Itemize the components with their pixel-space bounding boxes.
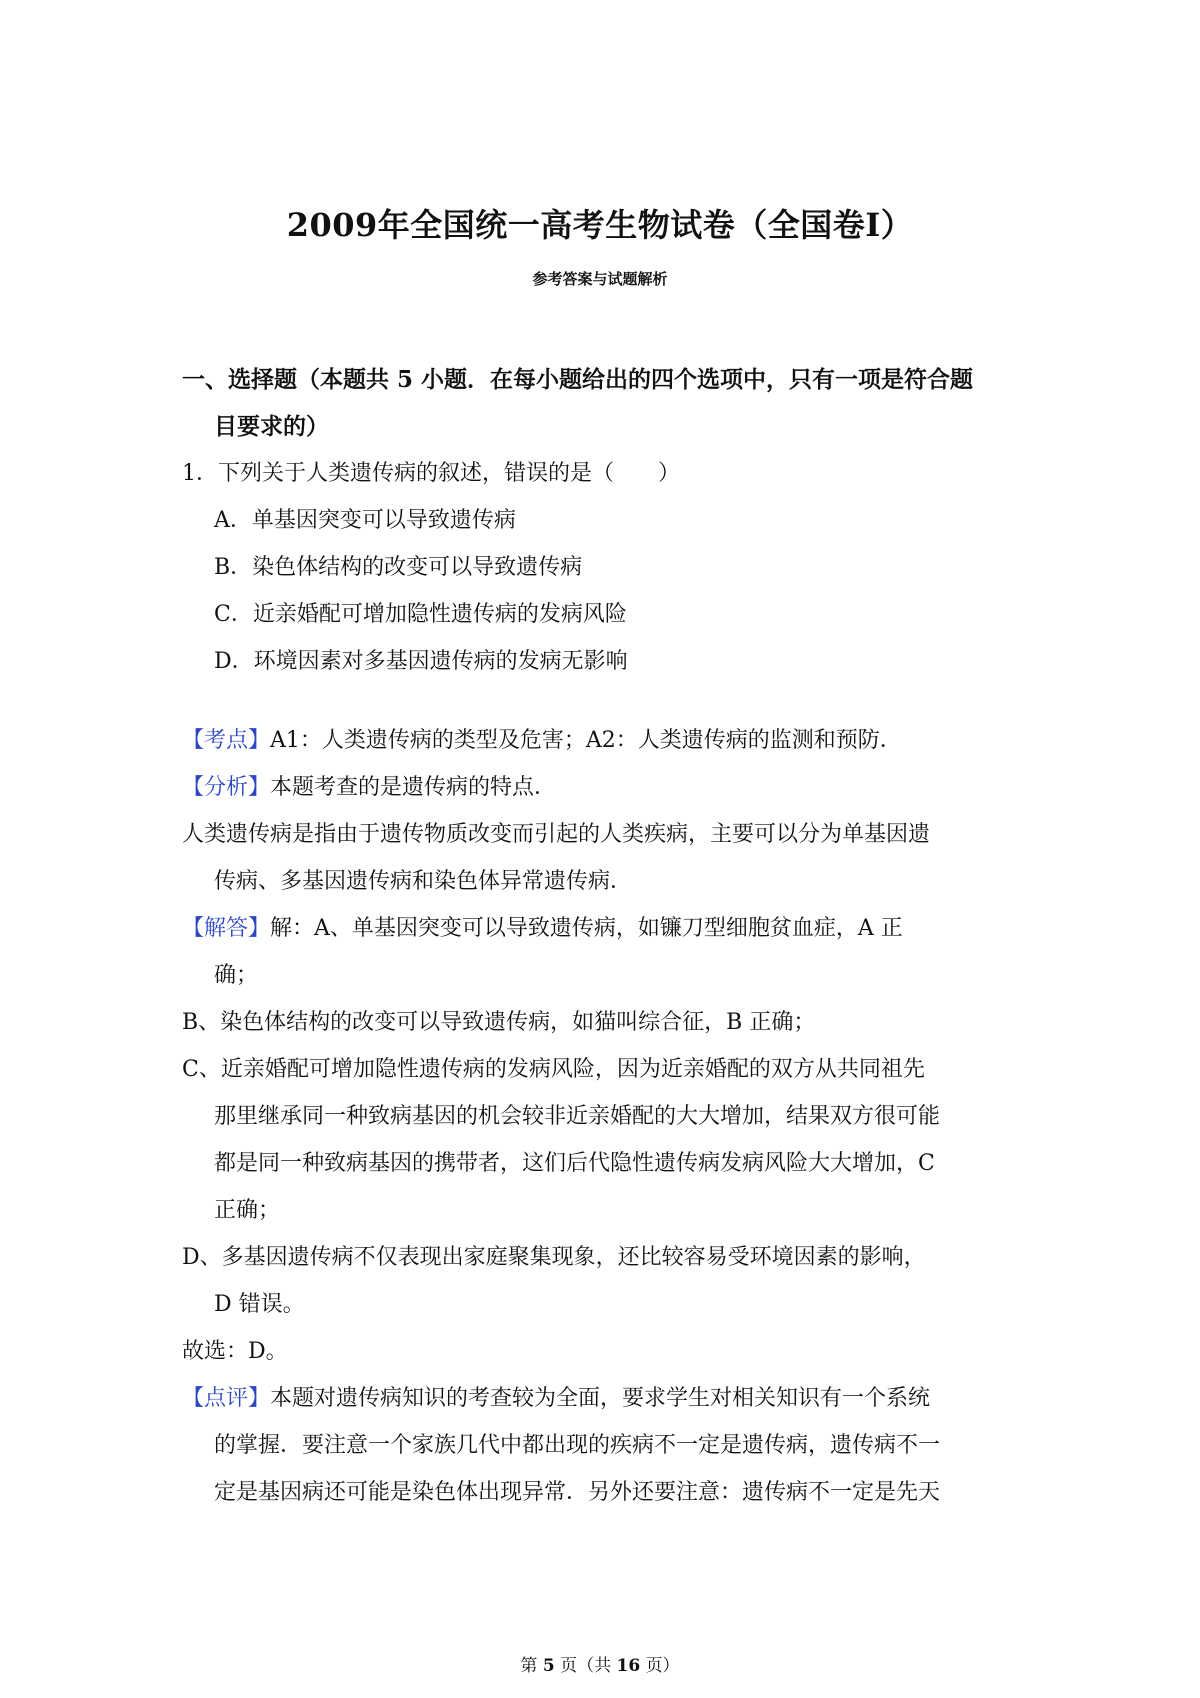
dianping-line-2: 的掌握．要注意一个家族几代中都出现的疾病不一定是遗传病，遗传病不一 bbox=[214, 1433, 941, 1458]
answer-b-line: B、染色体结构的改变可以导致遗传病，如猫叫综合征，B 正确； bbox=[182, 1010, 816, 1035]
kaodian-tag: 【考点】 bbox=[182, 728, 271, 753]
answer-c-line-4: 正确； bbox=[214, 1198, 281, 1223]
footer-middle: 页（共 bbox=[560, 1656, 612, 1676]
answer-c-line-2: 那里继承同一种致病基因的机会较非近亲婚配的大大增加，结果双方很可能 bbox=[214, 1104, 941, 1129]
footer-page-number: 5 bbox=[542, 1656, 555, 1676]
option-a: A．单基因突变可以导致遗传病 bbox=[214, 508, 516, 533]
option-d: D．环境因素对多基因遗传病的发病无影响 bbox=[214, 649, 628, 674]
page-footer bbox=[0, 1651, 1200, 1676]
answer-d-line-1: D、多基因遗传病不仅表现出家庭聚集现象，还比较容易受环境因素的影响， bbox=[182, 1245, 926, 1270]
analysis-paragraph-line-2: 传病、多基因遗传病和染色体异常遗传病． bbox=[214, 869, 633, 894]
footer-prefix: 第 bbox=[520, 1656, 538, 1676]
footer-suffix: 页） bbox=[645, 1656, 680, 1676]
jieda-line bbox=[182, 905, 1034, 952]
document-body bbox=[182, 356, 1034, 1516]
section-heading-line-1: 一、选择题（本题共 5 小题．在每小题给出的四个选项中，只有一项是符合题 bbox=[182, 366, 974, 393]
jieda-text: 解：A、单基因突变可以导致遗传病，如镰刀型细胞贫血症，A 正 bbox=[270, 916, 903, 941]
document-title: 2009年全国统一高考生物试卷（全国卷I） bbox=[286, 206, 914, 244]
analysis-paragraph-line-1: 人类遗传病是指由于遗传物质改变而引起的人类疾病，主要可以分为单基因遗 bbox=[182, 822, 931, 847]
footer-total-pages: 16 bbox=[616, 1656, 641, 1676]
question-stem: 1．下列关于人类遗传病的叙述，错误的是（ ） bbox=[182, 461, 680, 486]
jieda-line-2: 确； bbox=[214, 963, 259, 988]
spacer bbox=[182, 685, 1034, 717]
option-b: B．染色体结构的改变可以导致遗传病 bbox=[214, 555, 583, 580]
final-answer: 故选：D。 bbox=[182, 1339, 288, 1364]
jieda-tag: 【解答】 bbox=[182, 916, 271, 941]
dianping-tag: 【点评】 bbox=[182, 1386, 271, 1411]
answer-c-line-1: C、近亲婚配可增加隐性遗传病的发病风险，因为近亲婚配的双方从共同祖先 bbox=[182, 1057, 925, 1082]
dianping-line-3: 定是基因病还可能是染色体出现异常．另外还要注意：遗传病不一定是先天 bbox=[214, 1480, 941, 1505]
dianping-line bbox=[182, 1375, 1034, 1422]
option-c: C．近亲婚配可增加隐性遗传病的发病风险 bbox=[214, 602, 627, 627]
kaodian-text: A1：人类遗传病的类型及危害；A2：人类遗传病的监测和预防． bbox=[270, 728, 902, 753]
answer-d-line-2: D 错误。 bbox=[214, 1292, 305, 1317]
kaodian-line bbox=[182, 717, 1034, 764]
fenxi-tag: 【分析】 bbox=[182, 775, 271, 800]
fenxi-line bbox=[182, 764, 1034, 811]
answer-c-line-3: 都是同一种致病基因的携带者，这们后代隐性遗传病发病风险大大增加，C bbox=[214, 1151, 935, 1176]
document-subtitle: 参考答案与试题解析 bbox=[532, 270, 668, 288]
dianping-text: 本题对遗传病知识的考查较为全面，要求学生对相关知识有一个系统 bbox=[270, 1386, 931, 1411]
fenxi-text: 本题考查的是遗传病的特点． bbox=[270, 775, 557, 800]
section-heading-line-2: 目要求的） bbox=[214, 413, 329, 440]
